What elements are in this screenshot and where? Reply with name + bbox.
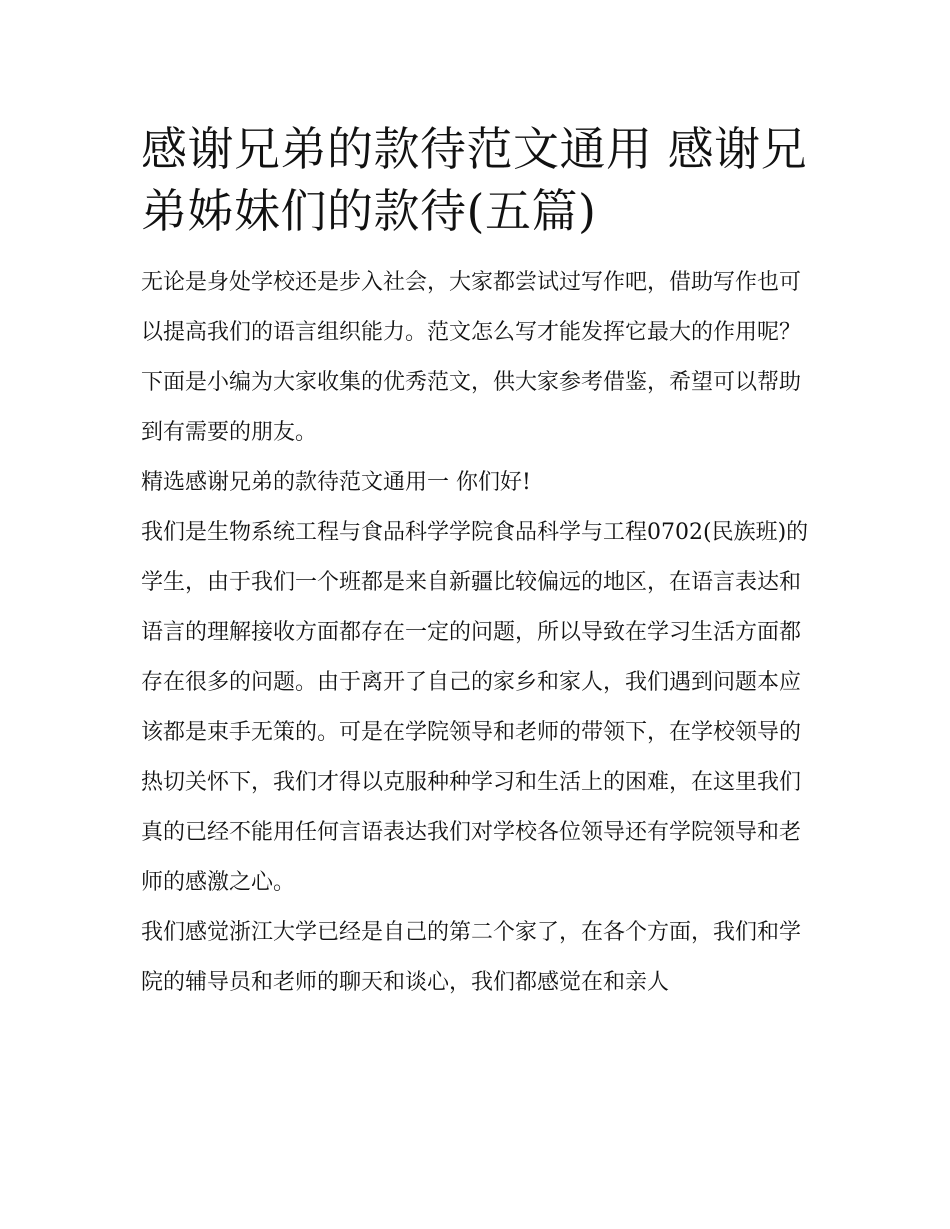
body-paragraph-2: 我们感觉浙江大学已经是自己的第二个家了，在各个方面，我们和学院的辅导员和老师的聊天和谈心，我们都感觉在和亲人 xyxy=(141,920,802,995)
body-paragraph-1: 我们是生物系统工程与食品科学学院食品科学与工程0702(民族班)的学生，由于我们一个班都是来自新疆比较偏远的地区，在语言表达和语言的理解接收方面都存在一定的问题，所以导致在学习生活方面都存在很多的问题。由于离开了自己的家乡和家人，我们遇到问题本应该都是束手无策的。可是在学院领导和老师的带领下，在学校领导的热切关怀下，我们才得以克服种种学习和生活上的困难，在这里我们真的已经不能用任何言语表达我们对学校各位领导还有学院领导和老师的感激之心。 xyxy=(141,520,809,895)
document-body xyxy=(141,118,813,1008)
intro-paragraph: 无论是身处学校还是步入社会，大家都尝试过写作吧，借助写作也可以提高我们的语言组织能力。范文怎么写才能发挥它最大的作用呢？下面是小编为大家收集的优秀范文，供大家参考借鉴，希望可以帮助到有需要的朋友。 xyxy=(141,270,802,445)
document-title: 感谢兄弟的款待范文通用 感谢兄弟姊妹们的款待(五篇) xyxy=(141,122,808,238)
document-text xyxy=(141,258,813,1008)
section-heading-paragraph: 精选感谢兄弟的款待范文通用一 你们好! xyxy=(141,470,531,495)
